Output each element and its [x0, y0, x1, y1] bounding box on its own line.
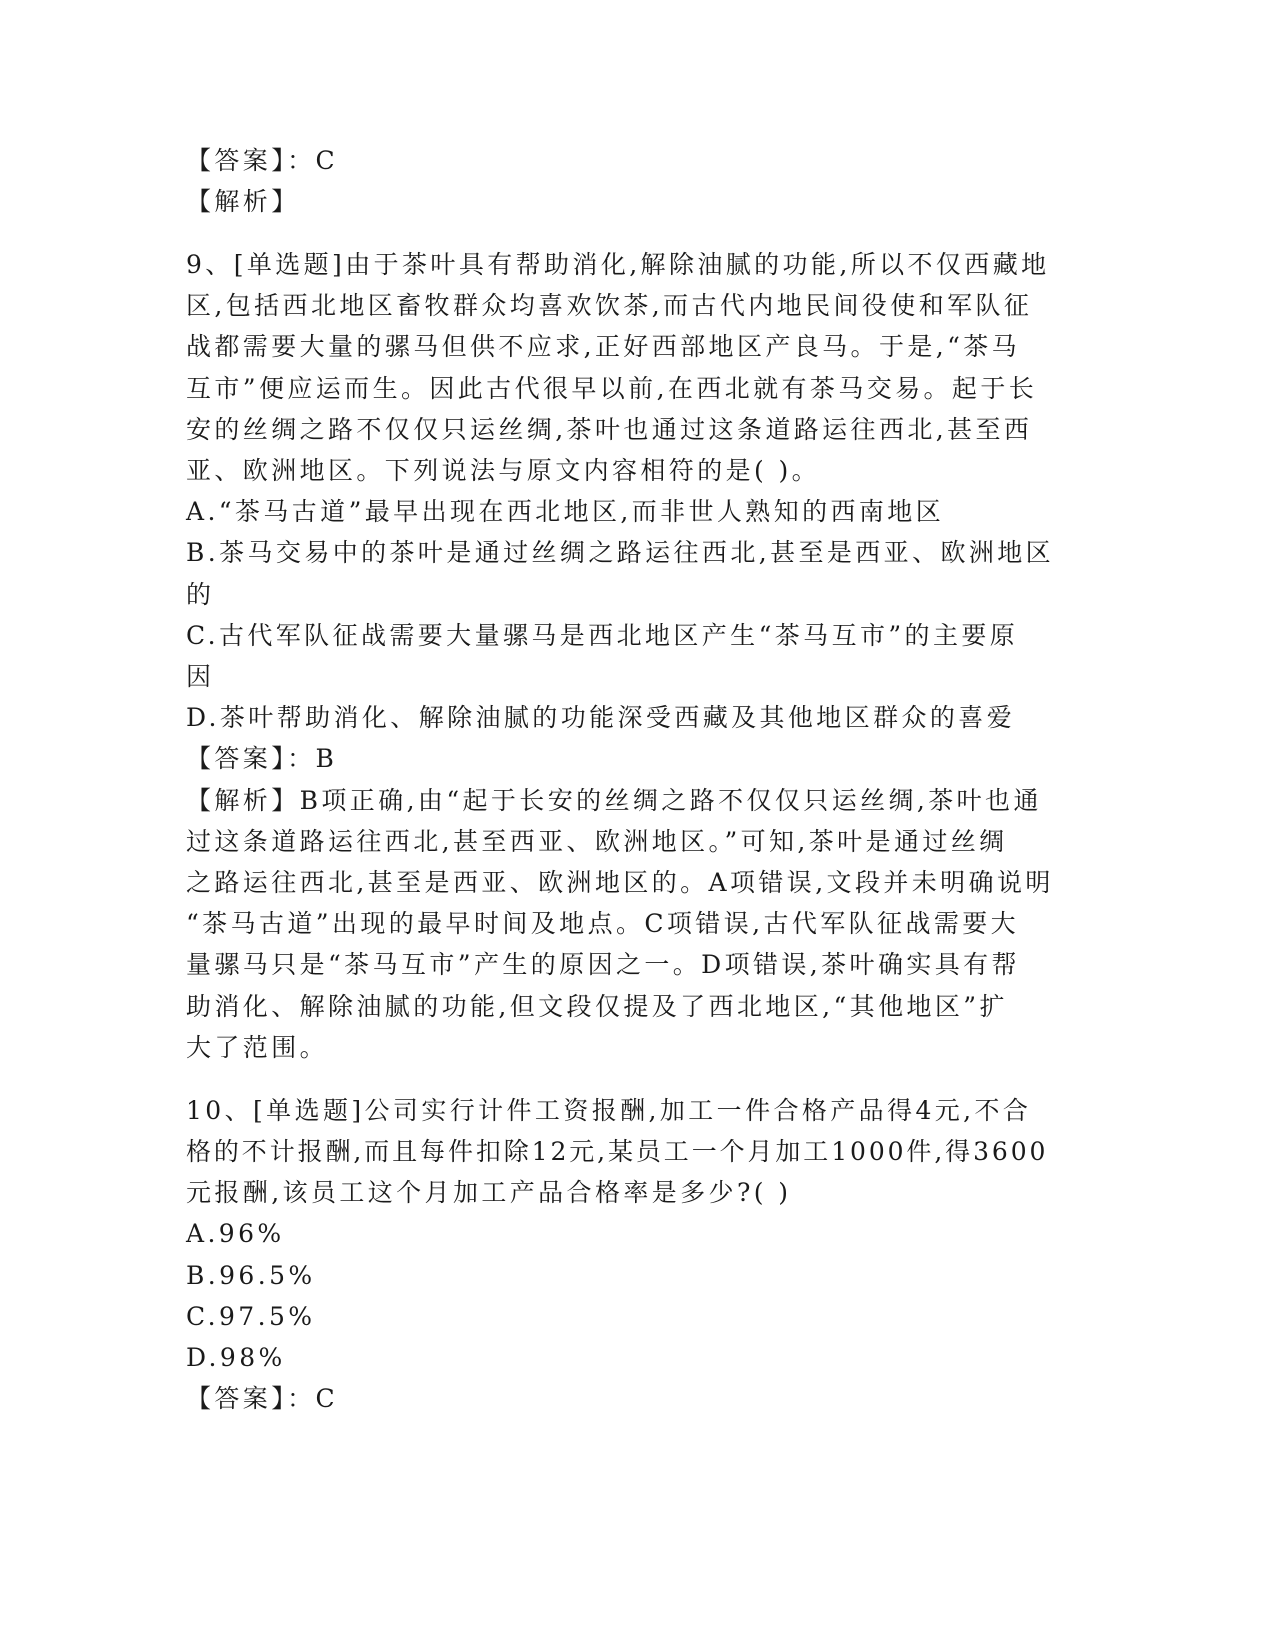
q9-option-d: D.茶叶帮助消化、解除油腻的功能深受西藏及其他地区群众的喜爱	[186, 703, 1016, 732]
q9-analysis-line: 量骡马只是“茶马互市”产生的原因之一。D项错误,茶叶确实具有帮	[186, 950, 1020, 979]
q10-stem-line: 元报酬,该员工这个月加工产品合格率是多少?( )	[186, 1178, 792, 1207]
q10-stem-line: 格的不计报酬,而且每件扣除12元,某员工一个月加工1000件,得3600	[186, 1137, 1049, 1166]
prev-analysis: 【解析】	[186, 187, 300, 216]
q9-option-a: A.“茶马古道”最早出现在西北地区,而非世人熟知的西南地区	[186, 497, 945, 526]
q9-stem-line: 安的丝绸之路不仅仅只运丝绸,茶叶也通过这条道路运往西北,甚至西	[186, 415, 1033, 444]
q9-stem-line: 亚、欧洲地区。下列说法与原文内容相符的是( )。	[186, 456, 821, 485]
prev-answer: 【答案】：C	[186, 146, 339, 175]
q9-option-b: B.茶马交易中的茶叶是通过丝绸之路运往西北,甚至是西亚、欧洲地区	[186, 538, 1055, 567]
q10-answer: 【答案】：C	[186, 1384, 339, 1413]
q10-option-a: A.96%	[186, 1219, 285, 1248]
q9-analysis-line: 大了范围。	[186, 1033, 329, 1062]
q9-option-c-cont: 因	[186, 662, 215, 691]
q10-option-c: C.97.5%	[186, 1302, 316, 1331]
q9-option-b-cont: 的	[186, 580, 215, 609]
q9-answer: 【答案】：B	[186, 744, 338, 773]
q9-analysis-line: 【解析】B项正确,由“起于长安的丝绸之路不仅仅只运丝绸,茶叶也通	[186, 786, 1042, 815]
q9-analysis-line: 之路运往西北,甚至是西亚、欧洲地区的。A项错误,文段并未明确说明	[186, 868, 1054, 897]
q9-stem-line: 区,包括西北地区畜牧群众均喜欢饮茶,而古代内地民间役使和军队征	[186, 291, 1033, 320]
q10-option-b: B.96.5%	[186, 1261, 316, 1290]
q9-stem-line: 互市”便应运而生。因此古代很早以前,在西北就有茶马交易。起于长	[186, 374, 1038, 403]
q9-analysis-line: 过这条道路运往西北,甚至西亚、欧洲地区。”可知,茶叶是通过丝绸	[186, 827, 1008, 856]
q9-option-c: C.古代军队征战需要大量骡马是西北地区产生“茶马互市”的主要原	[186, 621, 1019, 650]
q9-stem-line: 战都需要大量的骡马但供不应求,正好西部地区产良马。于是,“茶马	[186, 332, 1021, 361]
q9-analysis-line: “茶马古道”出现的最早时间及地点。C项错误,古代军队征战需要大	[186, 909, 1020, 938]
q9-stem-line: 9、[单选题]由于茶叶具有帮助消化,解除油腻的功能,所以不仅西藏地	[186, 250, 1050, 279]
q10-option-d: D.98%	[186, 1343, 286, 1372]
q9-analysis-line: 助消化、解除油腻的功能,但文段仅提及了西北地区,“其他地区”扩	[186, 992, 1008, 1021]
q10-stem-line: 10、[单选题]公司实行计件工资报酬,加工一件合格产品得4元,不合	[186, 1096, 1032, 1125]
